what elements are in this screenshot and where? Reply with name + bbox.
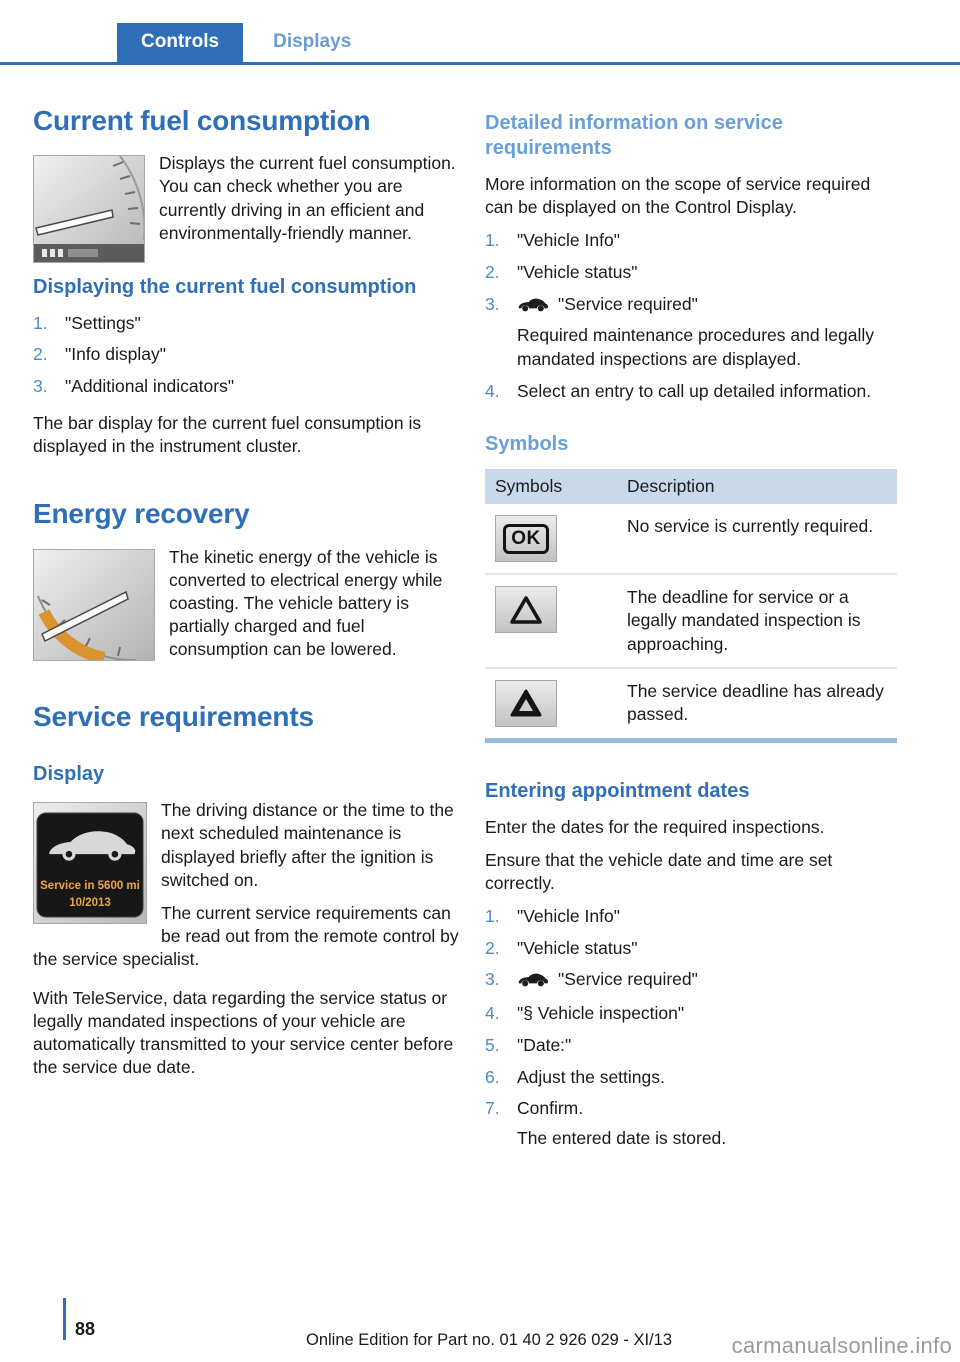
- energy-recovery-gauge-icon: [34, 550, 154, 660]
- fuel-consumption-gauge-image: [33, 155, 145, 263]
- service-display-line1: Service in 5600 mi: [40, 880, 140, 893]
- page-number: 88: [75, 1319, 96, 1339]
- section-title-current-fuel-consumption: Current fuel consumption: [33, 105, 371, 136]
- displaying-steps-list: [33, 312, 463, 398]
- step-label: "Additional indicators": [65, 376, 235, 397]
- section-title-service-requirements: Service requirements: [33, 701, 314, 732]
- table-cell-description: The service deadline has already passed.: [617, 668, 897, 741]
- step-label: "§ Vehicle inspection": [517, 1003, 685, 1024]
- energy-recovery-text: The kinetic energy of the vehicle is converted to electrical energy while coasting. The vehicle battery is partially charged and fuel consumption can be lowered.: [169, 546, 443, 659]
- appointment-intro-1: Enter the dates for the required inspections.: [485, 816, 825, 837]
- subsection-title-entering-appointment-dates: Entering appointment dates: [485, 779, 750, 802]
- table-row: [485, 668, 897, 741]
- tab-controls-label: Controls: [141, 31, 220, 52]
- table-row: [485, 504, 897, 574]
- step-label: Adjust the settings.: [517, 1066, 665, 1087]
- list-item: [33, 312, 463, 335]
- ok-indicator-icon: [495, 515, 557, 562]
- step-note: The entered date is stored.: [517, 1128, 727, 1149]
- list-item: [485, 1066, 897, 1089]
- step-label: "Info display": [65, 344, 166, 365]
- watermark: carmanualsonline.info: [731, 1333, 952, 1358]
- subsection-title-display: Display: [33, 763, 105, 786]
- subsection-title-detailed-information: Detailed information on service requirements: [485, 112, 783, 159]
- energy-recovery-gauge-image: [33, 549, 155, 661]
- symbols-table: [485, 469, 897, 742]
- subsection-title-symbols: Symbols: [485, 433, 569, 456]
- list-item: [485, 905, 897, 928]
- step-label: "Settings": [65, 312, 141, 333]
- step-label: "Date:": [517, 1034, 572, 1055]
- list-item: [485, 380, 897, 403]
- list-item: [485, 1002, 897, 1025]
- table-cell-description: No service is currently required.: [627, 516, 874, 537]
- table-header-symbols: Symbols: [485, 469, 617, 504]
- list-item: [485, 968, 897, 993]
- step-label: Confirm.: [517, 1098, 584, 1119]
- step-label: "Vehicle status": [517, 261, 638, 282]
- fuel-consumption-gauge-icon: [34, 156, 144, 262]
- list-item: [33, 375, 463, 398]
- table-header-row: [485, 469, 897, 504]
- service-teleservice-text: With TeleService, data regarding the service status or legally mandated inspections of your vehicle are automatically transmitted to your service center before the service due date.: [33, 988, 454, 1078]
- list-item: [485, 937, 897, 960]
- ok-indicator-label: OK: [503, 524, 549, 554]
- step-label: "Vehicle Info": [517, 230, 620, 251]
- step-label: "Service required": [558, 969, 698, 990]
- warning-triangle-outline-icon: [495, 586, 557, 633]
- vehicle-service-icon: [517, 295, 549, 318]
- step-label: Select an entry to call up detailed information.: [517, 380, 872, 401]
- warning-triangle-bold-icon: [495, 680, 557, 727]
- appointment-steps-list: [485, 905, 897, 1150]
- tab-controls: [117, 23, 243, 62]
- service-display-media: [33, 799, 463, 971]
- step-label: "Vehicle Info": [517, 905, 620, 926]
- right-column: [485, 65, 897, 1164]
- table-row: [485, 574, 897, 667]
- list-item: [485, 229, 897, 252]
- tab-displays-label: Displays: [273, 31, 352, 52]
- fuel-consumption-text: Displays the current fuel consumption. You can check whether you are currently driving in an efficient and environmentally-friendly manner.: [159, 153, 456, 243]
- page-number-block: [63, 1298, 95, 1340]
- left-column: [33, 65, 463, 1164]
- step-note: Required maintenance procedures and legally mandated inspections are displayed.: [517, 325, 875, 369]
- list-item: [33, 343, 463, 366]
- page-header: [0, 0, 960, 65]
- table-header-description: Description: [617, 469, 897, 504]
- section-title-energy-recovery: Energy recovery: [33, 498, 250, 530]
- detailed-information-steps-list: [485, 229, 897, 402]
- page-content: [0, 65, 960, 1164]
- table-cell-description: The deadline for service or a legally mandated inspection is approaching.: [617, 574, 897, 667]
- list-item: [485, 261, 897, 284]
- service-display-image: [33, 802, 147, 924]
- page-number-rule: [63, 1298, 66, 1340]
- step-label: "Vehicle status": [517, 937, 638, 958]
- energy-recovery-media: [33, 546, 463, 661]
- service-display-text-2: The current service requirements can be read out from the remote control by the service specialist.: [33, 902, 459, 969]
- service-display-text-1: The driving distance or the time to the next scheduled maintenance is displayed briefly after the ignition is switched on.: [161, 800, 454, 890]
- tab-displays: [243, 23, 351, 62]
- fuel-consumption-media: [33, 152, 463, 244]
- vehicle-service-icon: [517, 970, 549, 993]
- service-display-line2: 10/2013: [69, 897, 111, 910]
- appointment-intro-2: Ensure that the vehicle date and time are set correctly.: [485, 849, 833, 893]
- list-item: [485, 1097, 897, 1150]
- list-item: [485, 1034, 897, 1057]
- edition-note: Online Edition for Part no. 01 40 2 926 029 - XI/13: [306, 1331, 672, 1349]
- list-item: [485, 293, 897, 371]
- detailed-information-intro: More information on the scope of service required can be displayed on the Control Display.: [485, 174, 871, 218]
- step-label: "Service required": [558, 293, 698, 314]
- service-interval-display-icon: [34, 803, 146, 923]
- displaying-note: The bar display for the current fuel consumption is displayed in the instrument cluster.: [33, 412, 422, 457]
- subsection-title-displaying: Displaying the current fuel consumption: [33, 275, 417, 298]
